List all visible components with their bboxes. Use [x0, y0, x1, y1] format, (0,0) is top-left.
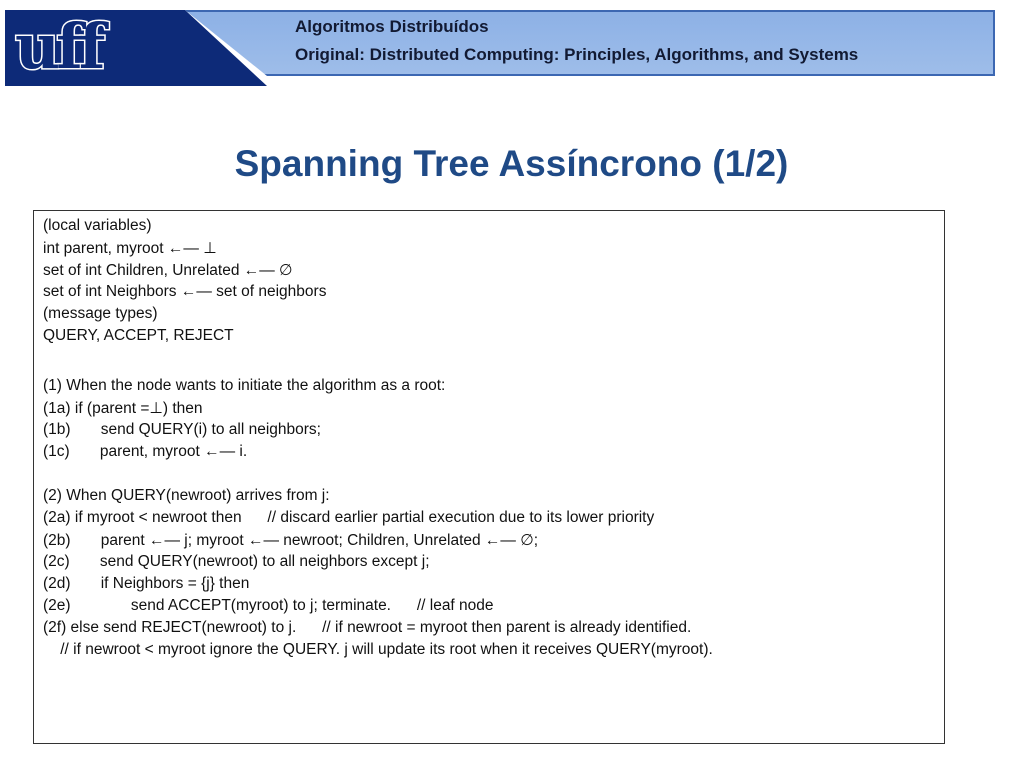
algorithm-line: set of int Children, Unrelated ←— ∅: [43, 262, 293, 279]
course-title: Algoritmos Distribuídos: [295, 17, 489, 36]
algorithm-line: (1c) parent, myroot ←— i.: [43, 443, 248, 460]
algorithm-line: QUERY, ACCEPT, REJECT: [43, 327, 234, 344]
algorithm-line: (local variables): [43, 217, 152, 234]
algorithm-line: (2a) if myroot < newroot then // discard earlier partial execution due to its lower priority: [43, 509, 655, 526]
slide-title: Spanning Tree Assíncrono (1/2): [234, 143, 789, 184]
algorithm-line: (message types): [43, 305, 158, 322]
algorithm-line: (2c) send QUERY(newroot) to all neighbors except j;: [43, 553, 430, 570]
algorithm-line: set of int Neighbors ←— set of neighbors: [43, 283, 327, 300]
algorithm-line: (2) When QUERY(newroot) arrives from j:: [43, 487, 330, 504]
uff-logo-text: uff: [15, 10, 102, 83]
algorithm-box: [33, 210, 945, 744]
algorithm-line: (1a) if (parent =⊥) then: [43, 400, 203, 417]
algorithm-line: (2b) parent ←— j; myroot ←— newroot; Children, Unrelated ←— ∅;: [43, 532, 539, 549]
source-title: Original: Distributed Computing: Principles, Algorithms, and Systems: [295, 45, 859, 64]
algorithm-line: (1b) send QUERY(i) to all neighbors;: [43, 421, 321, 438]
algorithm-line: // if newroot < myroot ignore the QUERY. j will update its root when it receives QUERY(myroot).: [43, 641, 713, 658]
algorithm-line: (1) When the node wants to initiate the algorithm as a root:: [43, 377, 446, 394]
algorithm-line: int parent, myroot ←— ⊥: [43, 240, 217, 257]
algorithm-line: (2e) send ACCEPT(myroot) to j; terminate. // leaf node: [43, 597, 494, 614]
algorithm-line: (2d) if Neighbors = {j} then: [43, 575, 250, 592]
algorithm-line: (2f) else send REJECT(newroot) to j. // if newroot = myroot then parent is already identified.: [43, 619, 692, 636]
